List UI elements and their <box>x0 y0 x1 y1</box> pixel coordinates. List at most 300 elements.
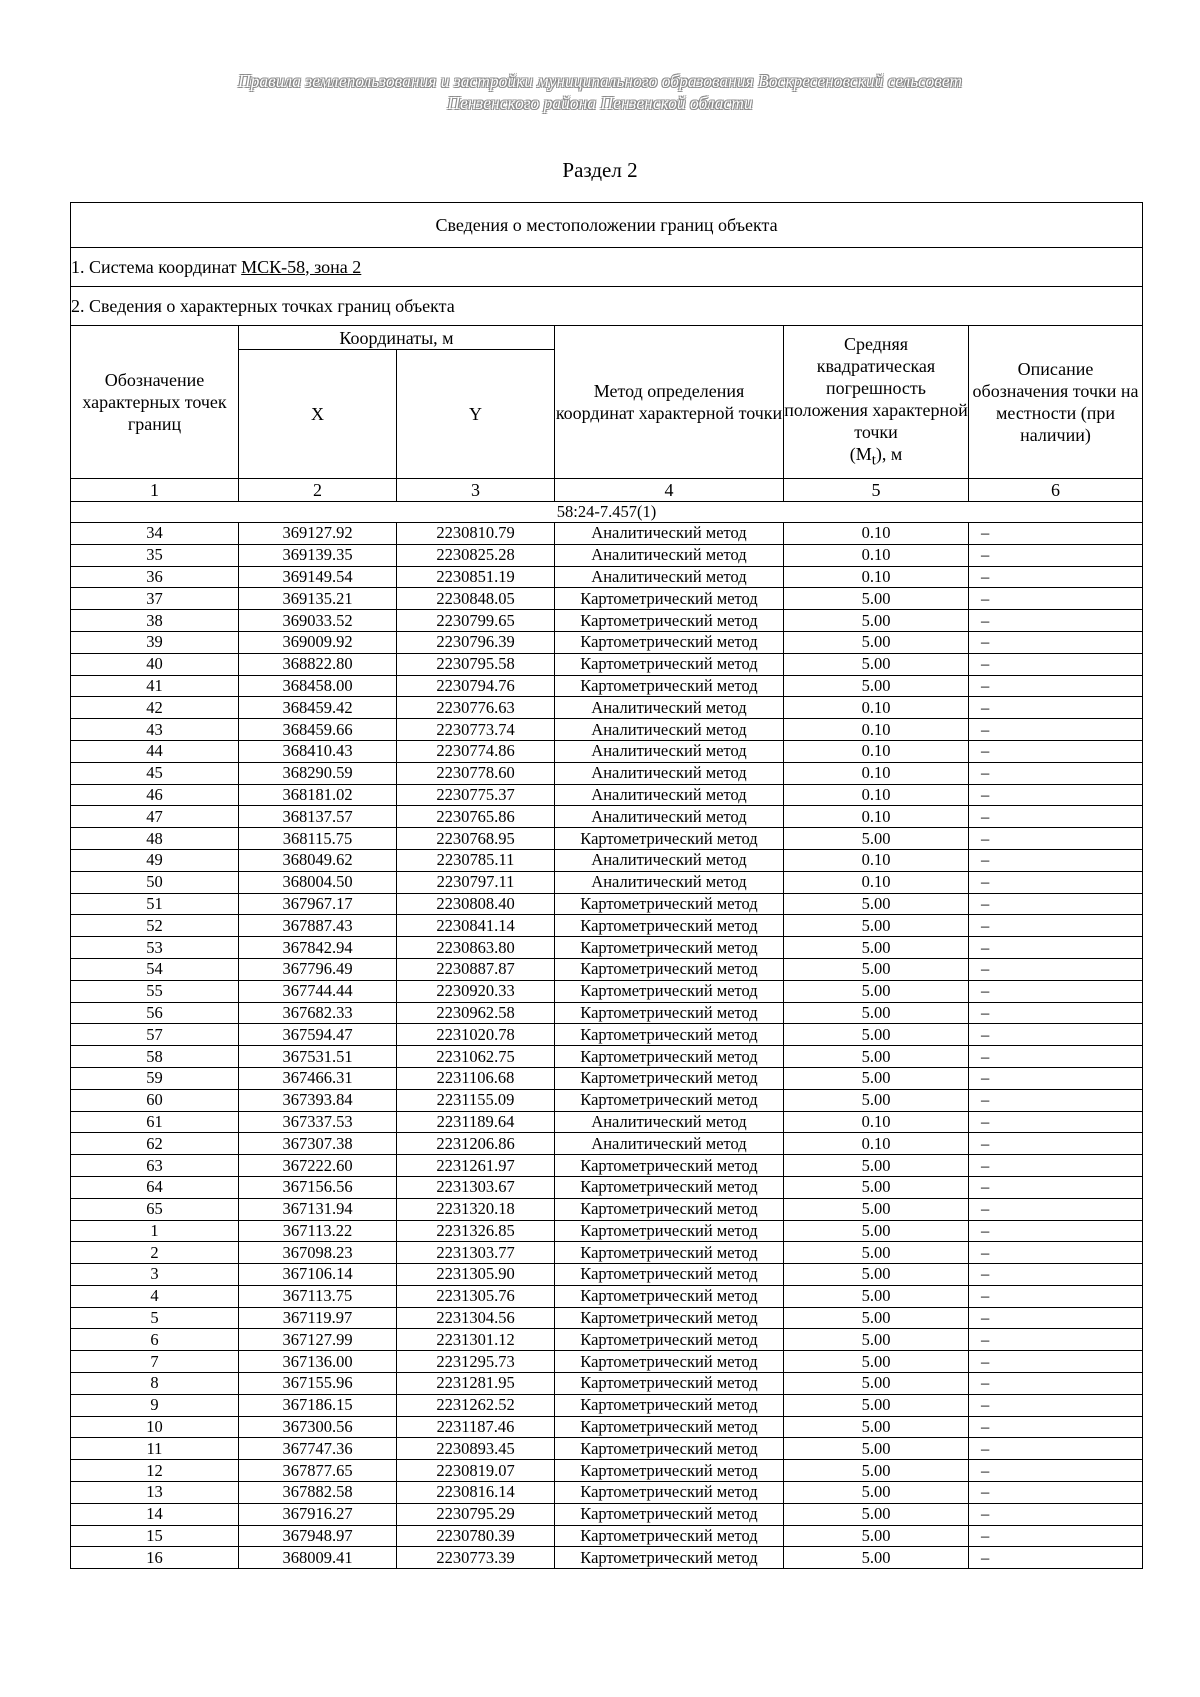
point-id-cell: 56 <box>71 1002 239 1024</box>
y-coord-cell: 2231281.95 <box>397 1373 555 1395</box>
x-coord-cell: 368290.59 <box>239 762 397 784</box>
point-id-cell: 11 <box>71 1438 239 1460</box>
x-coord-cell: 367682.33 <box>239 1002 397 1024</box>
error-cell: 5.00 <box>784 1351 969 1373</box>
col-header-error-sub: t <box>871 452 876 469</box>
error-cell: 5.00 <box>784 1482 969 1504</box>
description-cell: – <box>969 1176 1143 1198</box>
description-cell: – <box>969 719 1143 741</box>
method-cell: Картометрический метод <box>555 1460 784 1482</box>
point-id-cell: 47 <box>71 806 239 828</box>
error-cell: 0.10 <box>784 1133 969 1155</box>
error-cell: 5.00 <box>784 1460 969 1482</box>
point-id-cell: 7 <box>71 1351 239 1373</box>
error-cell: 5.00 <box>784 1394 969 1416</box>
error-cell: 5.00 <box>784 675 969 697</box>
description-cell: – <box>969 784 1143 806</box>
col-number: 1 <box>71 479 239 502</box>
error-cell: 5.00 <box>784 631 969 653</box>
y-coord-cell: 2230808.40 <box>397 893 555 915</box>
col-header-description: Описание обозначения точки на местности (при наличии) <box>969 326 1143 479</box>
col-number: 3 <box>397 479 555 502</box>
method-cell: Картометрический метод <box>555 1046 784 1068</box>
table-row <box>71 566 1143 588</box>
description-cell: – <box>969 1329 1143 1351</box>
description-cell: – <box>969 958 1143 980</box>
error-cell: 5.00 <box>784 1307 969 1329</box>
method-cell: Картометрический метод <box>555 893 784 915</box>
y-coord-cell: 2230816.14 <box>397 1482 555 1504</box>
table-row <box>71 1503 1143 1525</box>
error-cell: 5.00 <box>784 1089 969 1111</box>
y-coord-cell: 2231189.64 <box>397 1111 555 1133</box>
y-coord-cell: 2230841.14 <box>397 915 555 937</box>
method-cell: Картометрический метод <box>555 631 784 653</box>
description-cell: – <box>969 1416 1143 1438</box>
error-cell: 5.00 <box>784 1525 969 1547</box>
point-id-cell: 9 <box>71 1394 239 1416</box>
method-cell: Картометрический метод <box>555 1002 784 1024</box>
x-coord-cell: 369139.35 <box>239 544 397 566</box>
point-id-cell: 8 <box>71 1373 239 1395</box>
table-row <box>71 1176 1143 1198</box>
col-header-error-unit: ), м <box>875 443 903 464</box>
x-coord-cell: 367882.58 <box>239 1482 397 1504</box>
table-row <box>71 1285 1143 1307</box>
col-number: 2 <box>239 479 397 502</box>
x-coord-cell: 367307.38 <box>239 1133 397 1155</box>
y-coord-cell: 2230795.29 <box>397 1503 555 1525</box>
error-cell: 5.00 <box>784 1046 969 1068</box>
x-coord-cell: 367594.47 <box>239 1024 397 1046</box>
x-coord-cell: 367916.27 <box>239 1503 397 1525</box>
error-cell: 5.00 <box>784 1155 969 1177</box>
point-id-cell: 58 <box>71 1046 239 1068</box>
coord-system-prefix: 1. Система координат <box>71 256 242 277</box>
table-title: Сведения о местоположении границ объекта <box>71 203 1143 248</box>
method-cell: Картометрический метод <box>555 1024 784 1046</box>
method-cell: Аналитический метод <box>555 849 784 871</box>
error-cell: 5.00 <box>784 1329 969 1351</box>
point-id-cell: 39 <box>71 631 239 653</box>
table-row <box>71 1547 1143 1569</box>
description-cell: – <box>969 697 1143 719</box>
table-row <box>71 1329 1143 1351</box>
error-cell: 5.00 <box>784 1067 969 1089</box>
y-coord-cell: 2230796.39 <box>397 631 555 653</box>
method-cell: Картометрический метод <box>555 1482 784 1504</box>
x-coord-cell: 367948.97 <box>239 1525 397 1547</box>
table-row <box>71 980 1143 1002</box>
x-coord-cell: 368181.02 <box>239 784 397 806</box>
description-cell: – <box>969 915 1143 937</box>
method-cell: Аналитический метод <box>555 1133 784 1155</box>
description-cell: – <box>969 653 1143 675</box>
method-cell: Аналитический метод <box>555 784 784 806</box>
boundary-points-table <box>70 202 1143 1569</box>
x-coord-cell: 369033.52 <box>239 610 397 632</box>
coord-system-value: МСК-58, зона 2 <box>241 256 362 277</box>
running-header-line1: Правила землепользования и застройки муниципального образования Воскресеновский сельсовет <box>237 71 963 91</box>
method-cell: Аналитический метод <box>555 1111 784 1133</box>
y-coord-cell: 2230773.39 <box>397 1547 555 1569</box>
x-coord-cell: 367156.56 <box>239 1176 397 1198</box>
description-cell: – <box>969 588 1143 610</box>
x-coord-cell: 367744.44 <box>239 980 397 1002</box>
method-cell: Аналитический метод <box>555 806 784 828</box>
table-row <box>71 915 1143 937</box>
method-cell: Картометрический метод <box>555 1547 784 1569</box>
col-header-point: Обозначение характерных точек границ <box>71 326 239 479</box>
col-header-error-text: Средняя квадратическая погрешность положения характерной точки <box>784 333 968 442</box>
description-cell: – <box>969 1307 1143 1329</box>
description-cell: – <box>969 1111 1143 1133</box>
point-id-cell: 50 <box>71 871 239 893</box>
y-coord-cell: 2230810.79 <box>397 523 555 545</box>
method-cell: Картометрический метод <box>555 958 784 980</box>
error-cell: 0.10 <box>784 849 969 871</box>
point-id-cell: 16 <box>71 1547 239 1569</box>
coord-system-row <box>71 248 1143 287</box>
description-cell: – <box>969 1002 1143 1024</box>
y-coord-cell: 2231262.52 <box>397 1394 555 1416</box>
description-cell: – <box>969 806 1143 828</box>
description-cell: – <box>969 1460 1143 1482</box>
y-coord-cell: 2230863.80 <box>397 937 555 959</box>
x-coord-cell: 369009.92 <box>239 631 397 653</box>
method-cell: Картометрический метод <box>555 1285 784 1307</box>
table-row <box>71 675 1143 697</box>
description-cell: – <box>969 675 1143 697</box>
x-coord-cell: 368459.42 <box>239 697 397 719</box>
y-coord-cell: 2230780.39 <box>397 1525 555 1547</box>
method-cell: Картометрический метод <box>555 1089 784 1111</box>
y-coord-cell: 2230794.76 <box>397 675 555 697</box>
col-header-coords: Координаты, м <box>239 326 555 350</box>
point-id-cell: 42 <box>71 697 239 719</box>
x-coord-cell: 368822.80 <box>239 653 397 675</box>
y-coord-cell: 2231326.85 <box>397 1220 555 1242</box>
point-id-cell: 45 <box>71 762 239 784</box>
method-cell: Картометрический метод <box>555 675 784 697</box>
description-cell: – <box>969 1089 1143 1111</box>
error-cell: 5.00 <box>784 1176 969 1198</box>
method-cell: Картометрический метод <box>555 1198 784 1220</box>
point-id-cell: 49 <box>71 849 239 871</box>
description-cell: – <box>969 1242 1143 1264</box>
y-coord-cell: 2230797.11 <box>397 871 555 893</box>
table-row <box>71 588 1143 610</box>
error-cell: 5.00 <box>784 1373 969 1395</box>
method-cell: Аналитический метод <box>555 523 784 545</box>
y-coord-cell: 2230785.11 <box>397 849 555 871</box>
table-row <box>71 1024 1143 1046</box>
table-row <box>71 697 1143 719</box>
x-coord-cell: 367113.75 <box>239 1285 397 1307</box>
x-coord-cell: 367131.94 <box>239 1198 397 1220</box>
table-row <box>71 1416 1143 1438</box>
point-id-cell: 15 <box>71 1525 239 1547</box>
point-id-cell: 41 <box>71 675 239 697</box>
y-coord-cell: 2230825.28 <box>397 544 555 566</box>
y-coord-cell: 2230799.65 <box>397 610 555 632</box>
description-cell: – <box>969 1351 1143 1373</box>
error-cell: 5.00 <box>784 1002 969 1024</box>
point-id-cell: 40 <box>71 653 239 675</box>
method-cell: Аналитический метод <box>555 762 784 784</box>
point-id-cell: 3 <box>71 1264 239 1286</box>
description-cell: – <box>969 1067 1143 1089</box>
method-cell: Картометрический метод <box>555 915 784 937</box>
method-cell: Картометрический метод <box>555 653 784 675</box>
point-id-cell: 5 <box>71 1307 239 1329</box>
y-coord-cell: 2230774.86 <box>397 740 555 762</box>
description-cell: – <box>969 1373 1143 1395</box>
y-coord-cell: 2231295.73 <box>397 1351 555 1373</box>
y-coord-cell: 2231155.09 <box>397 1089 555 1111</box>
x-coord-cell: 367222.60 <box>239 1155 397 1177</box>
error-cell: 5.00 <box>784 980 969 1002</box>
error-cell: 0.10 <box>784 523 969 545</box>
description-cell: – <box>969 1394 1143 1416</box>
point-id-cell: 51 <box>71 893 239 915</box>
description-cell: – <box>969 849 1143 871</box>
col-header-error <box>784 326 969 479</box>
col-number: 5 <box>784 479 969 502</box>
error-cell: 5.00 <box>784 588 969 610</box>
point-id-cell: 14 <box>71 1503 239 1525</box>
x-coord-cell: 367127.99 <box>239 1329 397 1351</box>
x-coord-cell: 367796.49 <box>239 958 397 980</box>
method-cell: Картометрический метод <box>555 1329 784 1351</box>
table-row <box>71 740 1143 762</box>
error-cell: 5.00 <box>784 1242 969 1264</box>
y-coord-cell: 2231305.76 <box>397 1285 555 1307</box>
table-body <box>71 523 1143 1569</box>
method-cell: Картометрический метод <box>555 610 784 632</box>
table-row <box>71 1111 1143 1133</box>
x-coord-cell: 367393.84 <box>239 1089 397 1111</box>
table-row <box>71 631 1143 653</box>
method-cell: Картометрический метод <box>555 1416 784 1438</box>
x-coord-cell: 368049.62 <box>239 849 397 871</box>
x-coord-cell: 367300.56 <box>239 1416 397 1438</box>
point-id-cell: 4 <box>71 1285 239 1307</box>
method-cell: Картометрический метод <box>555 588 784 610</box>
description-cell: – <box>969 871 1143 893</box>
x-coord-cell: 367155.96 <box>239 1373 397 1395</box>
x-coord-cell: 368009.41 <box>239 1547 397 1569</box>
table-row <box>71 544 1143 566</box>
method-cell: Картометрический метод <box>555 828 784 850</box>
y-coord-cell: 2230887.87 <box>397 958 555 980</box>
table-row <box>71 1264 1143 1286</box>
table-row <box>71 610 1143 632</box>
point-id-cell: 44 <box>71 740 239 762</box>
method-cell: Аналитический метод <box>555 740 784 762</box>
table-row <box>71 1373 1143 1395</box>
section-title: Раздел 2 <box>562 158 638 182</box>
x-coord-cell: 367531.51 <box>239 1046 397 1068</box>
point-id-cell: 10 <box>71 1416 239 1438</box>
y-coord-cell: 2230778.60 <box>397 762 555 784</box>
table-row <box>71 958 1143 980</box>
x-coord-cell: 368410.43 <box>239 740 397 762</box>
description-cell: – <box>969 1024 1143 1046</box>
description-cell: – <box>969 523 1143 545</box>
y-coord-cell: 2231206.86 <box>397 1133 555 1155</box>
col-number: 4 <box>555 479 784 502</box>
point-id-cell: 37 <box>71 588 239 610</box>
y-coord-cell: 2230768.95 <box>397 828 555 850</box>
method-cell: Картометрический метод <box>555 1220 784 1242</box>
col-number: 6 <box>969 479 1143 502</box>
point-id-cell: 2 <box>71 1242 239 1264</box>
table-row <box>71 1525 1143 1547</box>
point-id-cell: 63 <box>71 1155 239 1177</box>
table-row <box>71 828 1143 850</box>
table-row <box>71 784 1143 806</box>
error-cell: 0.10 <box>784 784 969 806</box>
table-row <box>71 1002 1143 1024</box>
parcel-id-row: 58:24-7.457(1) <box>71 502 1143 523</box>
error-cell: 5.00 <box>784 915 969 937</box>
method-cell: Картометрический метод <box>555 1503 784 1525</box>
method-cell: Картометрический метод <box>555 1394 784 1416</box>
description-cell: – <box>969 1503 1143 1525</box>
point-id-cell: 54 <box>71 958 239 980</box>
y-coord-cell: 2231106.68 <box>397 1067 555 1089</box>
y-coord-cell: 2230776.63 <box>397 697 555 719</box>
point-id-cell: 59 <box>71 1067 239 1089</box>
method-cell: Картометрический метод <box>555 1176 784 1198</box>
x-coord-cell: 368459.66 <box>239 719 397 741</box>
error-cell: 0.10 <box>784 544 969 566</box>
error-cell: 5.00 <box>784 1438 969 1460</box>
table-row <box>71 1460 1143 1482</box>
col-header-x: X <box>239 350 397 479</box>
description-cell: – <box>969 1547 1143 1569</box>
point-id-cell: 12 <box>71 1460 239 1482</box>
error-cell: 0.10 <box>784 762 969 784</box>
y-coord-cell: 2230920.33 <box>397 980 555 1002</box>
x-coord-cell: 367113.22 <box>239 1220 397 1242</box>
table-row <box>71 1482 1143 1504</box>
error-cell: 5.00 <box>784 610 969 632</box>
error-cell: 0.10 <box>784 566 969 588</box>
x-coord-cell: 368458.00 <box>239 675 397 697</box>
col-header-method: Метод определения координат характерной точки <box>555 326 784 479</box>
point-id-cell: 13 <box>71 1482 239 1504</box>
x-coord-cell: 369127.92 <box>239 523 397 545</box>
method-cell: Картометрический метод <box>555 1525 784 1547</box>
y-coord-cell: 2231187.46 <box>397 1416 555 1438</box>
error-cell: 0.10 <box>784 806 969 828</box>
y-coord-cell: 2230773.74 <box>397 719 555 741</box>
x-coord-cell: 368137.57 <box>239 806 397 828</box>
description-cell: – <box>969 828 1143 850</box>
description-cell: – <box>969 1220 1143 1242</box>
y-coord-cell: 2230962.58 <box>397 1002 555 1024</box>
description-cell: – <box>969 1438 1143 1460</box>
point-id-cell: 60 <box>71 1089 239 1111</box>
description-cell: – <box>969 1285 1143 1307</box>
error-cell: 5.00 <box>784 893 969 915</box>
point-id-cell: 62 <box>71 1133 239 1155</box>
point-id-cell: 53 <box>71 937 239 959</box>
y-coord-cell: 2230775.37 <box>397 784 555 806</box>
points-heading: 2. Сведения о характерных точках границ объекта <box>71 287 1143 326</box>
table-row <box>71 871 1143 893</box>
table-row <box>71 937 1143 959</box>
point-id-cell: 6 <box>71 1329 239 1351</box>
y-coord-cell: 2231261.97 <box>397 1155 555 1177</box>
point-id-cell: 36 <box>71 566 239 588</box>
error-cell: 5.00 <box>784 1503 969 1525</box>
description-cell: – <box>969 1155 1143 1177</box>
method-cell: Аналитический метод <box>555 719 784 741</box>
description-cell: – <box>969 610 1143 632</box>
table-row <box>71 1046 1143 1068</box>
point-id-cell: 55 <box>71 980 239 1002</box>
description-cell: – <box>969 1133 1143 1155</box>
y-coord-cell: 2231020.78 <box>397 1024 555 1046</box>
y-coord-cell: 2231320.18 <box>397 1198 555 1220</box>
x-coord-cell: 367106.14 <box>239 1264 397 1286</box>
error-cell: 0.10 <box>784 871 969 893</box>
method-cell: Картометрический метод <box>555 1264 784 1286</box>
description-cell: – <box>969 1046 1143 1068</box>
error-cell: 0.10 <box>784 719 969 741</box>
table-row <box>71 653 1143 675</box>
method-cell: Картометрический метод <box>555 1155 784 1177</box>
method-cell: Картометрический метод <box>555 1067 784 1089</box>
x-coord-cell: 368004.50 <box>239 871 397 893</box>
col-header-y: Y <box>397 350 555 479</box>
error-cell: 5.00 <box>784 1024 969 1046</box>
running-header-line2: Пензенского района Пензенской области <box>447 93 753 113</box>
description-cell: – <box>969 980 1143 1002</box>
table-row <box>71 1089 1143 1111</box>
table-row <box>71 762 1143 784</box>
description-cell: – <box>969 1525 1143 1547</box>
y-coord-cell: 2231304.56 <box>397 1307 555 1329</box>
error-cell: 5.00 <box>784 1264 969 1286</box>
method-cell: Картометрический метод <box>555 1351 784 1373</box>
x-coord-cell: 367842.94 <box>239 937 397 959</box>
method-cell: Аналитический метод <box>555 544 784 566</box>
description-cell: – <box>969 762 1143 784</box>
table-row <box>71 1438 1143 1460</box>
table-row <box>71 849 1143 871</box>
y-coord-cell: 2231303.67 <box>397 1176 555 1198</box>
description-cell: – <box>969 1482 1143 1504</box>
x-coord-cell: 367119.97 <box>239 1307 397 1329</box>
table-row <box>71 1394 1143 1416</box>
point-id-cell: 64 <box>71 1176 239 1198</box>
description-cell: – <box>969 937 1143 959</box>
table-row <box>71 1351 1143 1373</box>
y-coord-cell: 2230819.07 <box>397 1460 555 1482</box>
y-coord-cell: 2231301.12 <box>397 1329 555 1351</box>
method-cell: Аналитический метод <box>555 566 784 588</box>
col-header-error-symbol: (M <box>849 443 872 464</box>
x-coord-cell: 367747.36 <box>239 1438 397 1460</box>
point-id-cell: 46 <box>71 784 239 806</box>
point-id-cell: 1 <box>71 1220 239 1242</box>
x-coord-cell: 369149.54 <box>239 566 397 588</box>
table-row <box>71 523 1143 545</box>
